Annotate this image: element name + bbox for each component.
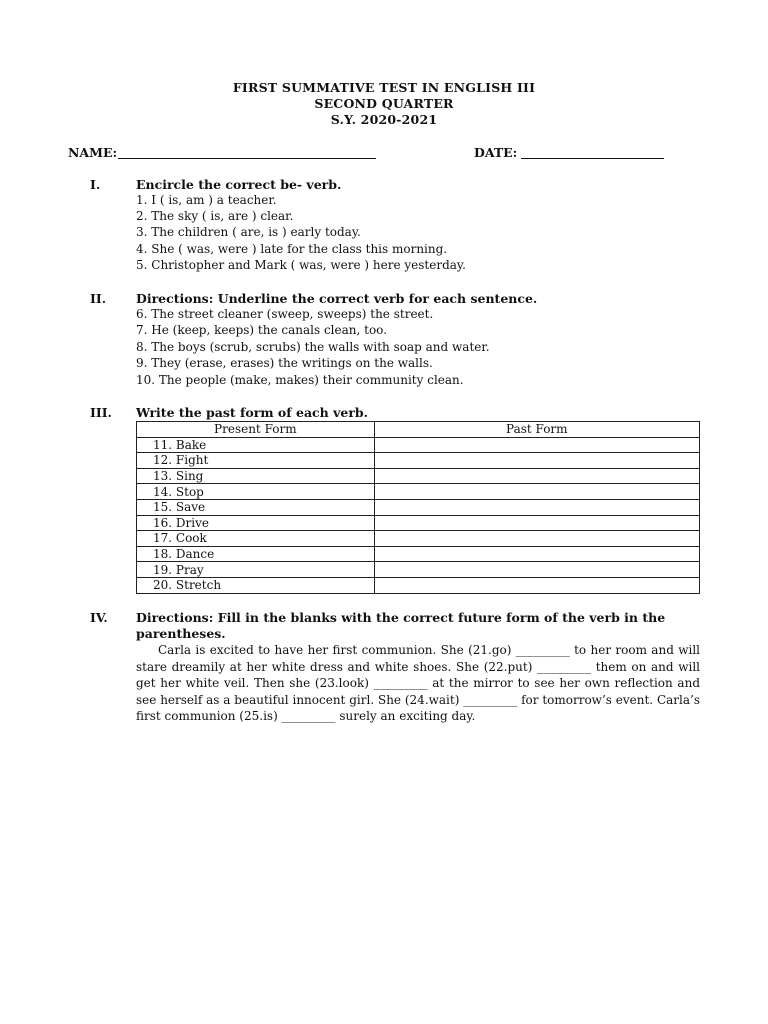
section-4-title: Directions: Fill in the blanks with the correct future form of the verb in the — [136, 610, 666, 625]
section-2-title: Directions: Underline the correct verb for each sentence. — [136, 291, 538, 306]
question-item: 8. The boys (scrub, scrubs) the walls with soap and water. — [136, 340, 490, 354]
past-form-cell[interactable] — [374, 468, 699, 484]
past-form-cell[interactable] — [374, 453, 699, 469]
school-year: S.Y. 2020-2021 — [330, 112, 438, 127]
table-row — [137, 437, 700, 453]
table-row — [137, 546, 700, 562]
table-row — [137, 531, 700, 547]
present-form-cell: 18. Dance — [137, 546, 375, 562]
present-form-cell: 12. Fight — [137, 453, 375, 469]
question-item: 10. The people (make, makes) their community clean. — [136, 373, 464, 387]
question-item: 1. I ( is, am ) a teacher. — [136, 193, 277, 207]
present-form-cell: 14. Stop — [137, 484, 375, 500]
present-form-cell: 20. Stretch — [137, 577, 375, 593]
table-row — [137, 468, 700, 484]
table-row — [137, 562, 700, 578]
present-form-cell: 13. Sing — [137, 468, 375, 484]
column-header-present: Present Form — [137, 422, 375, 438]
question-item: 2. The sky ( is, are ) clear. — [136, 209, 294, 223]
present-form-cell: 15. Save — [137, 499, 375, 515]
past-form-cell[interactable] — [374, 484, 699, 500]
name-field[interactable] — [118, 158, 376, 159]
present-form-cell: 16. Drive — [137, 515, 375, 531]
date-field[interactable] — [521, 158, 664, 159]
past-form-cell[interactable] — [374, 531, 699, 547]
fill-in-paragraph: Carla is excited to have her first communion. She (21.go) _________ to her room and will stare dreamily at her white dress and white shoes. She (22.put) _________ them on and will get her white veil. Then she (23.look) _________ at the mirror to see her own reflection and see herself as a beautiful innocent girl. She (24.wait) _________ for tomorrow’s event. Carla’s first communion (25.is) _________ surely an exciting day. — [136, 643, 700, 724]
table-row — [137, 515, 700, 531]
section-4-number: IV. — [90, 610, 108, 625]
name-label: NAME: — [68, 145, 118, 160]
question-item: 4. She ( was, were ) late for the class this morning. — [136, 242, 448, 256]
question-item: 7. He (keep, keeps) the canals clean, too. — [136, 323, 388, 337]
section-4-title-cont: parentheses. — [136, 626, 226, 641]
question-item: 9. They (erase, erases) the writings on the walls. — [136, 356, 433, 370]
date-label: DATE: — [474, 145, 518, 160]
present-form-cell: 19. Pray — [137, 562, 375, 578]
column-header-past: Past Form — [374, 422, 699, 438]
table-row — [137, 453, 700, 469]
section-1-number: I. — [90, 177, 101, 192]
table-row — [137, 484, 700, 500]
verb-table — [136, 421, 700, 594]
quarter-title: SECOND QUARTER — [314, 96, 454, 111]
present-form-cell: 17. Cook — [137, 531, 375, 547]
present-form-cell: 11. Bake — [137, 437, 375, 453]
question-item: 3. The children ( are, is ) early today. — [136, 225, 361, 239]
question-item: 6. The street cleaner (sweep, sweeps) the street. — [136, 307, 434, 321]
question-item: 5. Christopher and Mark ( was, were ) here yesterday. — [136, 258, 466, 272]
section-1-title: Encircle the correct be- verb. — [136, 177, 342, 192]
past-form-cell[interactable] — [374, 437, 699, 453]
table-row — [137, 577, 700, 593]
past-form-cell[interactable] — [374, 515, 699, 531]
section-3-number: III. — [90, 405, 112, 420]
table-row — [137, 499, 700, 515]
past-form-cell[interactable] — [374, 562, 699, 578]
test-title: FIRST SUMMATIVE TEST IN ENGLISH III — [232, 80, 536, 95]
past-form-cell[interactable] — [374, 546, 699, 562]
table-header-row — [137, 422, 700, 438]
section-3-title: Write the past form of each verb. — [136, 405, 369, 420]
past-form-cell[interactable] — [374, 499, 699, 515]
past-form-cell[interactable] — [374, 577, 699, 593]
section-2-number: II. — [90, 291, 107, 306]
